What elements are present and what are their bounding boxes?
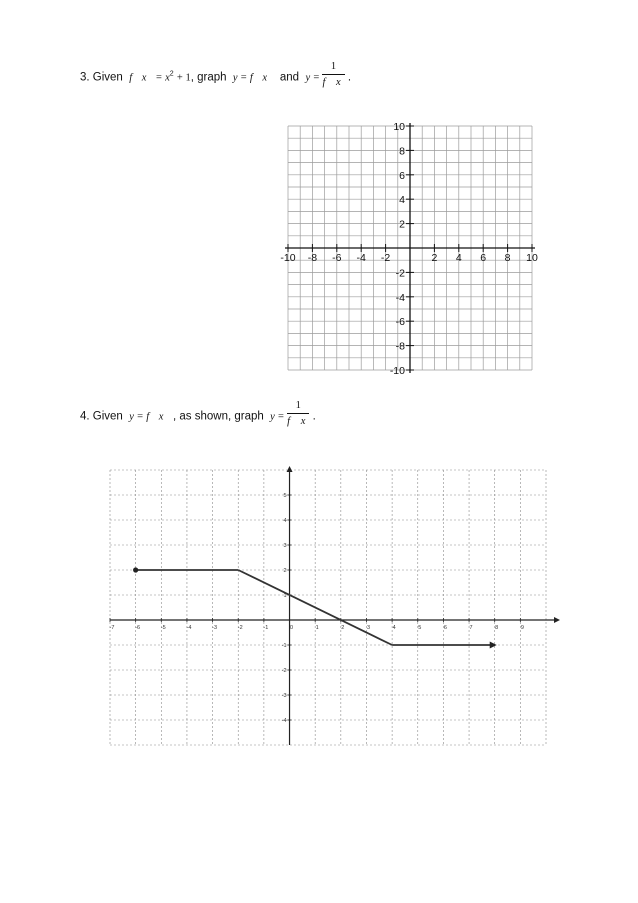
- fraction-numerator: 1: [330, 61, 337, 72]
- function-f: f: [146, 411, 150, 423]
- y-tick-label: -2: [395, 267, 405, 280]
- y-tick-label: 2: [399, 218, 405, 231]
- y-tick-label: -4: [395, 291, 405, 304]
- y-tick-label: 2: [283, 568, 287, 574]
- y-tick-label: 5: [283, 493, 287, 499]
- period: .: [312, 410, 316, 423]
- variable-y: y: [270, 411, 275, 423]
- x-tick-label: 1: [315, 625, 319, 631]
- equals-sign: =: [137, 411, 144, 423]
- function-f: f: [249, 72, 253, 84]
- y-tick-label: -10: [389, 365, 405, 377]
- y-tick-label: 3: [283, 543, 287, 549]
- problem-4-lead: 4. Given: [80, 410, 123, 423]
- x-tick-label: -8: [307, 252, 318, 264]
- equals-sign: =: [156, 72, 162, 84]
- x-tick-label: 6: [443, 625, 447, 631]
- and-word: and: [279, 71, 300, 84]
- x-tick-label: 8: [504, 252, 511, 264]
- variable-x: x: [262, 72, 268, 84]
- x-tick-label: 9: [520, 625, 524, 631]
- equals-sign: =: [240, 72, 247, 84]
- y-tick-label: 1: [283, 593, 287, 599]
- x-tick-label: -1: [263, 625, 269, 631]
- exponent: 2: [169, 70, 174, 78]
- variable-x-squared: x: [165, 72, 170, 84]
- x-tick-label: 2: [341, 625, 345, 631]
- x-tick-label: -3: [212, 625, 218, 631]
- x-tick-label: 8: [495, 625, 499, 631]
- x-axis-arrow-icon: [554, 617, 560, 623]
- fraction-denominator: f x: [287, 416, 310, 427]
- variable-x: x: [141, 72, 147, 84]
- x-tick-label: -10: [280, 252, 296, 264]
- y-axis-arrow-icon: [287, 466, 293, 472]
- fraction-numerator: 1: [295, 400, 301, 411]
- function-segment: [238, 570, 392, 645]
- y-tick-label: 8: [399, 145, 405, 158]
- y-tick-label: -1: [281, 643, 287, 649]
- x-tick-label: -4: [186, 625, 192, 631]
- equals-sign: =: [278, 411, 284, 423]
- x-tick-label: 3: [366, 625, 371, 631]
- x-tick-label: 2: [431, 252, 438, 264]
- plus-one: + 1: [176, 72, 191, 84]
- y-tick-label: -8: [395, 340, 405, 353]
- x-tick-label: -6: [332, 252, 342, 264]
- variable-y: y: [305, 72, 311, 84]
- x-tick-label: -7: [109, 625, 115, 631]
- x-tick-label: -6: [135, 625, 141, 631]
- fraction-denominator: f x: [322, 77, 345, 88]
- equals-sign: =: [313, 72, 320, 84]
- closed-endpoint-dot: [133, 567, 138, 572]
- period: .: [347, 71, 352, 84]
- problem-4-mid: , as shown, graph: [173, 410, 264, 423]
- x-tick-label: -2: [380, 252, 391, 264]
- x-tick-label: 7: [469, 625, 473, 631]
- variable-x: x: [158, 411, 164, 423]
- y-tick-label: 4: [283, 518, 287, 524]
- y-tick-label: -4: [281, 718, 287, 724]
- variable-y: y: [232, 72, 238, 84]
- y-tick-label: 4: [399, 194, 405, 207]
- x-tick-label: 10: [526, 252, 538, 264]
- variable-y: y: [129, 411, 134, 423]
- y-tick-label: -3: [281, 693, 287, 699]
- function-f: f: [129, 72, 133, 84]
- x-tick-label: 4: [455, 252, 462, 264]
- x-tick-label: 4: [392, 625, 396, 631]
- problem-3-lead: 3. Given: [80, 71, 123, 84]
- y-tick-label: -2: [281, 668, 287, 674]
- x-tick-label: -4: [356, 252, 366, 264]
- x-tick-label: -5: [160, 625, 166, 631]
- y-tick-label: 10: [393, 121, 405, 133]
- problem-3-mid: , graph: [190, 71, 227, 84]
- x-tick-label: 5: [418, 625, 422, 631]
- x-tick-label: 0: [289, 625, 294, 631]
- x-tick-label: 6: [480, 252, 487, 264]
- y-tick-label: -6: [395, 316, 405, 329]
- x-tick-label: -2: [237, 625, 243, 631]
- y-tick-label: 6: [399, 169, 405, 182]
- function-arrowhead-icon: [490, 642, 497, 649]
